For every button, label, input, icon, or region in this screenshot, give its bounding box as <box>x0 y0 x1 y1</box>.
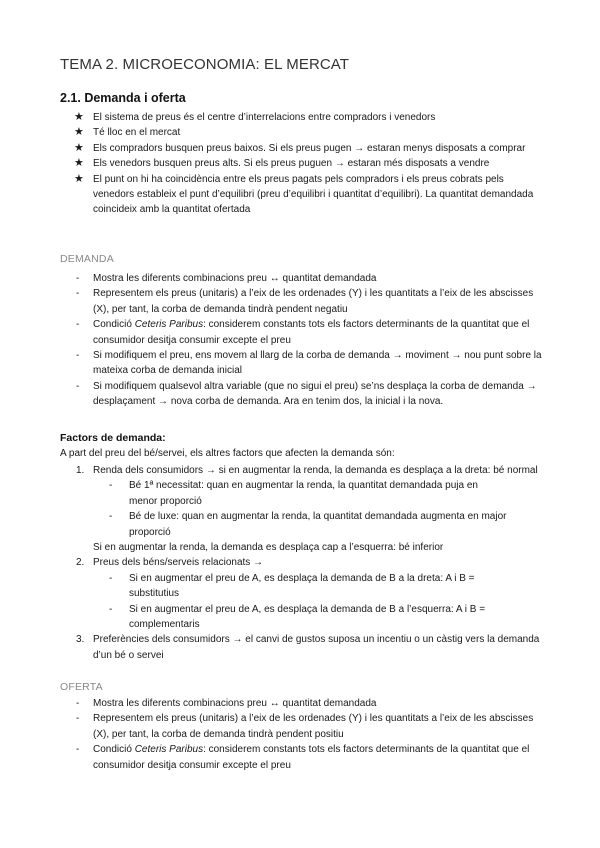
page-title: TEMA 2. MICROECONOMIA: EL MERCAT <box>60 56 350 73</box>
list-item: - Representem els preus (unitaris) a l’eix de les ordenades (Y) i les quantitats a l’eix de les abscisses (X), per tant, la corba de demanda tindrà pendent positiu <box>76 713 534 740</box>
star-icon: ★ <box>74 126 84 139</box>
factors-list <box>76 463 543 663</box>
dash-marker: - <box>76 380 80 392</box>
star-icon: ★ <box>74 141 84 154</box>
intro-star-list <box>74 110 543 218</box>
list-item: - Si en augmentar el preu de A, es desplaça la demanda de B a la dreta: A i B = substitutius <box>109 572 475 600</box>
demanda-label: DEMANDA <box>60 253 114 265</box>
list-item: 1. Renda dels consumidors → si en augmentar la renda, la demanda es desplaça a la dreta: bé normal - Bé 1ª necessitat: quan en augmentar la renda, la quantitat demandada puja en menor proporció - Bé de luxe: quan en augmentar la renda, la quantitat demandada augmenta en major proporció Si en augmentar la renda, la demanda es desplaça cap a l’esquerra: bé inferior <box>93 463 543 555</box>
list-item: - Condició Ceteris Paribus: considerem constants tots els factors determinants de la quantitat que el consumidor desitja consumir excepte el preu <box>76 744 530 771</box>
list-item: ★ El sistema de preus és el centre d’interrelacions entre compradors i venedors <box>93 110 543 125</box>
dash-marker: - <box>109 511 113 523</box>
dash-marker: - <box>76 713 80 725</box>
list-item: - Si modifiquem qualsevol altra variable (que no sigui el preu) se’ns desplaça la corba de demanda → desplaçament → nova corba de demanda. Ara en tenim dos, la inicial i la nova. <box>76 380 537 408</box>
dash-marker: - <box>76 744 80 756</box>
list-item: - Mostra les diferents combinacions preu ↔ quantitat demandada <box>93 271 543 286</box>
dash-marker: - <box>109 572 113 584</box>
dash-marker: - <box>76 273 80 284</box>
list-item: - Si modifiquem el preu, ens movem al llarg de la corba de demanda → moviment → nou punt sobre la mateixa corba de demanda inicial <box>76 350 542 377</box>
section-heading: 2.1. Demanda i oferta <box>60 91 186 105</box>
star-icon: ★ <box>74 157 84 170</box>
dash-marker: - <box>109 603 113 615</box>
list-number: 1. <box>76 465 85 476</box>
list-item: 2. Preus dels béns/serveis relacionats → - Si en augmentar el preu de A, es desplaça la demanda de B a la dreta: A i B = substitutius - Si en augmentar el preu de A, es desplaça la demanda de B a l’esquerra: A i B = complementaris <box>93 555 543 632</box>
sub-list <box>93 571 543 633</box>
oferta-label: OFERTA <box>60 681 103 693</box>
list-number: 2. <box>76 557 85 569</box>
factors-heading: Factors de demanda: <box>60 432 166 444</box>
demanda-list <box>76 271 543 410</box>
star-icon: ★ <box>74 111 84 123</box>
list-item: - Condició Ceteris Paribus: considerem constants tots els factors determinants de la quantitat que el consumidor desitja consumir excepte el preu <box>76 319 530 346</box>
list-item: ★ Els compradors busquen preus baixos. Si els preus pugen → estaran menys disposats a comprar <box>93 141 543 156</box>
list-item: 3. Preferències dels consumidors → el canvi de gustos suposa un incentiu o un càstig vers la demanda d’un bé o servei <box>76 634 540 661</box>
list-item: - Representem els preus (unitaris) a l’eix de les ordenades (Y) i les quantitats a l’eix de les abscisses (X), per tant, la corba de demanda tindrà pendent negatiu <box>76 288 534 315</box>
star-icon: ★ <box>74 172 84 185</box>
list-item: - Mostra les diferents combinacions preu ↔ quantitat demandada <box>93 696 543 711</box>
dash-marker: - <box>109 480 113 492</box>
list-item: ★ El punt on hi ha coincidència entre els preus pagats pels compradors i els preus cobrats pels venedors estableix el punt d’equilibri (preu d’equilibri i quantitat d’equilibri). La quantitat demandada coincideix amb la quantitat ofertada <box>74 172 534 216</box>
list-item: ★ Els venedors busquen preus alts. Si els preus puguen → estaran més disposats a vendre <box>93 156 543 171</box>
dash-marker: - <box>76 698 80 709</box>
list-number: 3. <box>76 634 85 646</box>
list-item: ★ Té lloc en el mercat <box>93 125 543 140</box>
dash-marker: - <box>76 350 80 362</box>
factor-note: Si en augmentar la renda, la demanda es desplaça cap a l’esquerra: bé inferior <box>93 542 444 554</box>
list-item: - Bé 1ª necessitat: quan en augmentar la renda, la quantitat demandada puja en menor proporció <box>109 480 478 507</box>
sub-list <box>93 478 543 540</box>
dash-marker: - <box>76 288 80 300</box>
oferta-list <box>76 696 543 773</box>
list-item: - Si en augmentar el preu de A, es desplaça la demanda de B a l’esquerra: A i B = complementaris <box>109 603 486 631</box>
list-item: - Bé de luxe: quan en augmentar la renda, la quantitat demandada augmenta en major proporció <box>109 511 507 538</box>
dash-marker: - <box>76 319 80 331</box>
factors-intro: A part del preu del bé/servei, els altres factors que afecten la demanda són: <box>60 448 395 459</box>
